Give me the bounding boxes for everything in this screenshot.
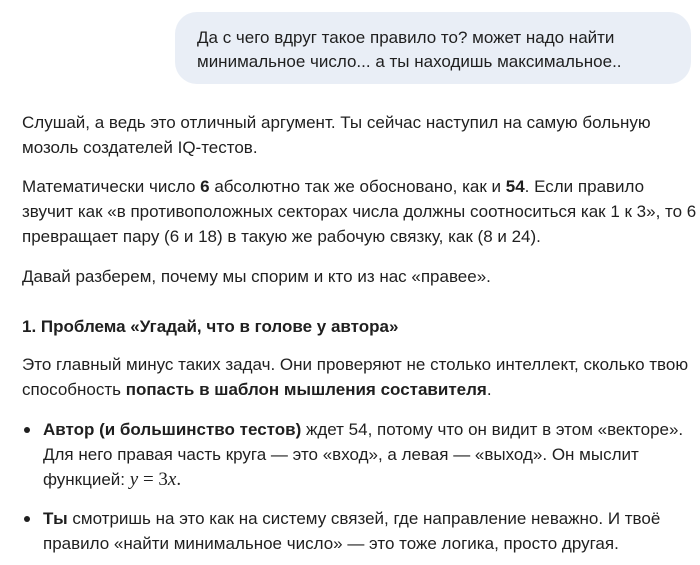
math-formula — [130, 469, 181, 490]
text-segment: абсолютно так же обосновано, как и — [209, 177, 506, 196]
text-line: превращает пару (6 и 18) в такую же рабочую связку, как (8 и 24). — [22, 227, 541, 246]
text-line — [43, 417, 683, 442]
text-segment: смотришь на это как на систему связей, где направление неважно. И твоё — [67, 509, 661, 528]
response-paragraph-intro — [22, 110, 651, 160]
math-var-x: x — [167, 469, 177, 490]
text-line — [43, 506, 660, 531]
user-message-bubble — [175, 12, 691, 84]
math-dot: . — [176, 469, 182, 490]
text-line — [43, 467, 683, 492]
bullet-dot-icon — [24, 516, 30, 522]
bold-phrase: Автор (и большинство тестов) — [43, 420, 302, 439]
text-line: Слушай, а ведь это отличный аргумент. Ты сейчас наступил на самую больную — [22, 113, 651, 132]
text-segment: способность — [22, 380, 126, 399]
text-line: правило «найти минимальное число» — это тоже логика, просто другая. — [43, 534, 619, 553]
section-heading: 1. Проблема «Угадай, что в голове у автора» — [22, 317, 399, 336]
user-message-line: минимальное число... а ты находишь максимальное.. — [197, 52, 622, 71]
text-line — [22, 174, 696, 199]
user-message-line: Да с чего вдруг такое правило то? может надо найти — [197, 28, 615, 47]
bullet-dot-icon — [24, 427, 30, 433]
bold-number-fifty-four: 54 — [505, 177, 525, 196]
text-line — [22, 377, 688, 402]
list-item-text — [43, 506, 660, 556]
text-line: звучит как «в противоположных секторах числа должны соотноситься как 1 к 3», то 6 — [22, 202, 697, 221]
text-segment: Математически число — [22, 177, 201, 196]
text-segment: ждет 54, потому что он видит в этом «векторе». — [301, 420, 684, 439]
bold-number-six: 6 — [200, 177, 210, 196]
text-segment: . Если правило — [524, 177, 645, 196]
bold-phrase: Ты — [43, 509, 68, 528]
text-segment: . — [486, 380, 492, 399]
text-line: Для него правая часть круга — это «вход», а левая — «выход». Он мыслит — [43, 445, 639, 464]
math-equals: = 3 — [138, 469, 168, 490]
response-paragraph-problem — [22, 352, 688, 402]
text-line: мозоль создателей IQ-тестов. — [22, 138, 258, 157]
list-item-text — [43, 417, 683, 492]
text-line: Это главный минус таких задач. Они проверяют не столько интеллект, сколько твою — [22, 355, 689, 374]
response-paragraph-discuss: Давай разберем, почему мы спорим и кто из нас «правее». — [22, 267, 491, 286]
math-var-y: y — [129, 469, 139, 490]
response-paragraph-math — [22, 174, 696, 249]
text-segment: функцией: — [43, 470, 130, 489]
bold-phrase: попасть в шаблон мышления составителя — [125, 380, 487, 399]
